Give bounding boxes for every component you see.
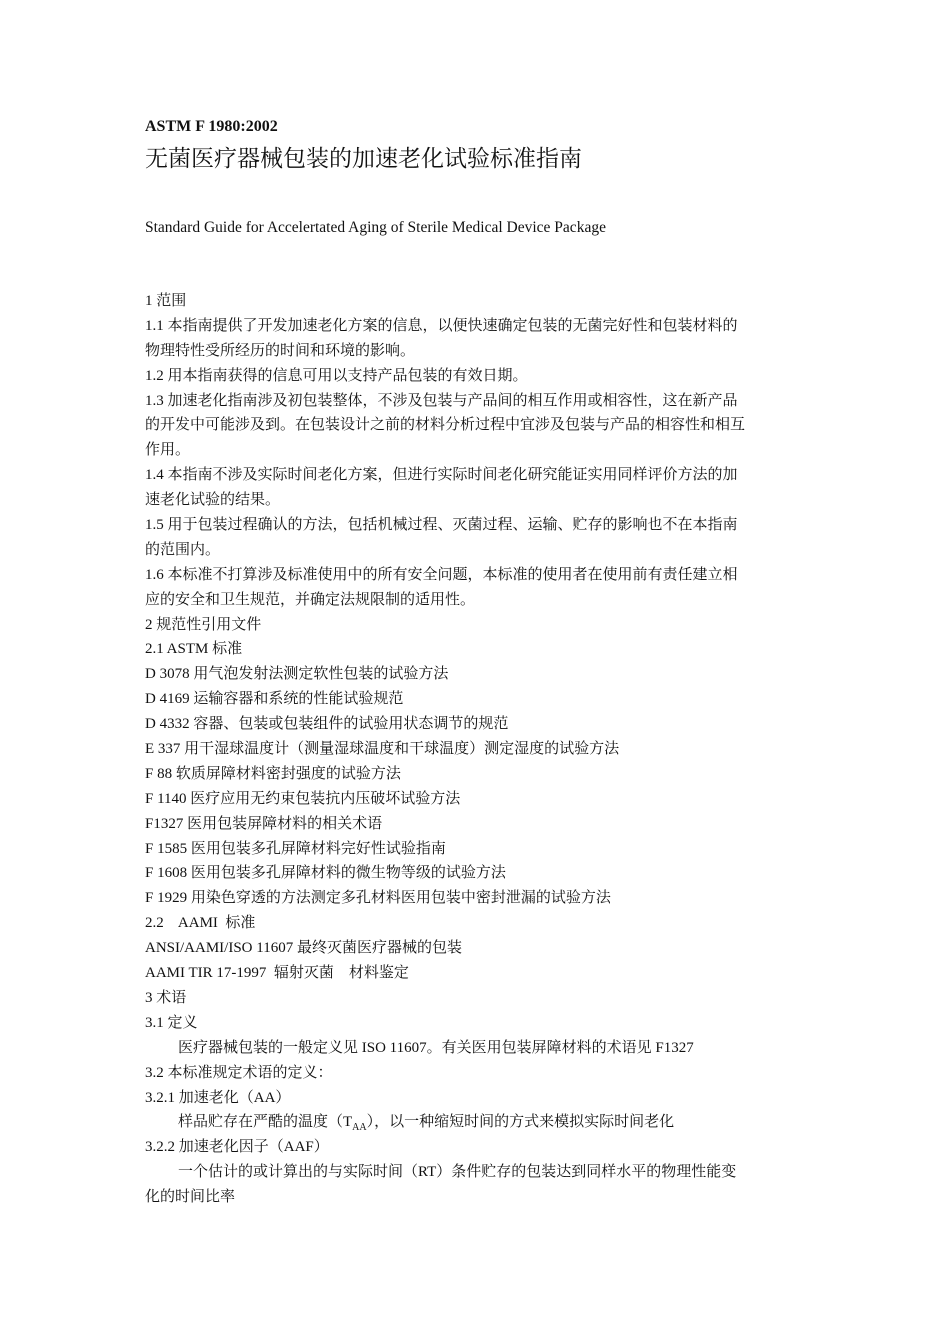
reference-item: F 1140 医疗应用无约束包装抗内压破坏试验方法: [145, 790, 461, 807]
reference-item: AAMI TIR 17-1997 辐射灭菌 材料鉴定: [145, 965, 409, 982]
reference-item: D 4169 运输容器和系统的性能试验规范: [145, 691, 404, 708]
paragraph-line: 的开发中可能涉及到。在包装设计之前的材料分析过程中宜涉及包装与产品的相容性和相互: [145, 417, 746, 434]
definition-text: 一个估计的或计算出的与实际时间（RT）条件贮存的包装达到同样水平的物理性能变: [178, 1164, 737, 1181]
subsection-heading: 3.2 本标准规定术语的定义：: [145, 1064, 333, 1081]
definition-text-aa: [145, 1110, 811, 1135]
paragraph-line: 速老化试验的结果。: [145, 492, 281, 509]
standard-code: ASTM F 1980:2002: [145, 118, 278, 135]
subscript-aa: AA: [352, 1122, 367, 1134]
document-title-english: Standard Guide for Accelertated Aging of Sterile Medical Device Package: [145, 219, 606, 236]
section-heading-references: 2 规范性引用文件: [145, 616, 262, 633]
reference-item: D 3078 用气泡发射法测定软性包装的试验方法: [145, 666, 449, 683]
reference-item: F 88 软质屏障材料密封强度的试验方法: [145, 765, 401, 782]
term-heading: 3.2.2 加速老化因子（AAF）: [145, 1139, 329, 1156]
document-title: 无菌医疗器械包装的加速老化试验标准指南: [145, 146, 582, 171]
subsection-heading: 2.1 ASTM 标准: [145, 641, 243, 658]
paragraph-line: 应的安全和卫生规范，并确定法规限制的适用性。: [145, 591, 476, 608]
reference-item: F1327 医用包装屏障材料的相关术语: [145, 815, 383, 832]
section-heading-terms: 3 术语: [145, 989, 187, 1006]
paragraph-line: 1.2 用本指南获得的信息可用以支持产品包装的有效日期。: [145, 367, 528, 384]
definition-text: 化的时间比率: [145, 1189, 236, 1206]
definition-text: 医疗器械包装的一般定义见 ISO 11607。有关医用包装屏障材料的术语见 F1327: [178, 1039, 694, 1056]
paragraph-line: 1.1 本指南提供了开发加速老化方案的信息，以便快速确定包装的无菌完好性和包装材料的: [145, 317, 738, 334]
paragraph-line: 1.3 加速老化指南涉及初包装整体，不涉及包装与产品间的相互作用或相容性，这在新产品: [145, 392, 738, 409]
paragraph-line: 作用。: [145, 442, 191, 459]
reference-item: F 1929 用染色穿透的方法测定多孔材料医用包装中密封泄漏的试验方法: [145, 890, 611, 907]
definition-text-part: ），以一种缩短时间的方式来模拟实际时间老化: [366, 1114, 675, 1131]
document-body: [145, 289, 811, 1210]
reference-item: F 1608 医用包装多孔屏障材料的微生物等级的试验方法: [145, 865, 506, 882]
paragraph-line: 1.4 本指南不涉及实际时间老化方案，但进行实际时间老化研究能证实用同样评价方法的加: [145, 467, 738, 484]
reference-item: ANSI/AAMI/ISO 11607 最终灭菌医疗器械的包装: [145, 940, 462, 957]
subsection-heading: 3.1 定义: [145, 1014, 198, 1031]
reference-item: E 337 用干湿球温度计（测量湿球温度和干球温度）测定湿度的试验方法: [145, 741, 620, 758]
reference-item: D 4332 容器、包装或包装组件的试验用状态调节的规范: [145, 716, 509, 733]
section-heading-scope: 1 范围: [145, 293, 187, 309]
definition-text-part: 样品贮存在严酷的温度（T: [178, 1114, 353, 1131]
reference-item: F 1585 医用包装多孔屏障材料完好性试验指南: [145, 840, 446, 857]
term-heading: 3.2.1 加速老化（AA）: [145, 1089, 291, 1106]
subsection-heading: 2.2 AAMI 标准: [145, 915, 256, 932]
paragraph-line: 1.6 本标准不打算涉及标准使用中的所有安全问题，本标准的使用者在使用前有责任建立相: [145, 566, 738, 583]
paragraph-line: 物理特性受所经历的时间和环境的影响。: [145, 342, 416, 359]
paragraph-line: 的范围内。: [145, 541, 221, 558]
paragraph-line: 1.5 用于包装过程确认的方法，包括机械过程、灭菌过程、运输、贮存的影响也不在本指南: [145, 517, 738, 534]
